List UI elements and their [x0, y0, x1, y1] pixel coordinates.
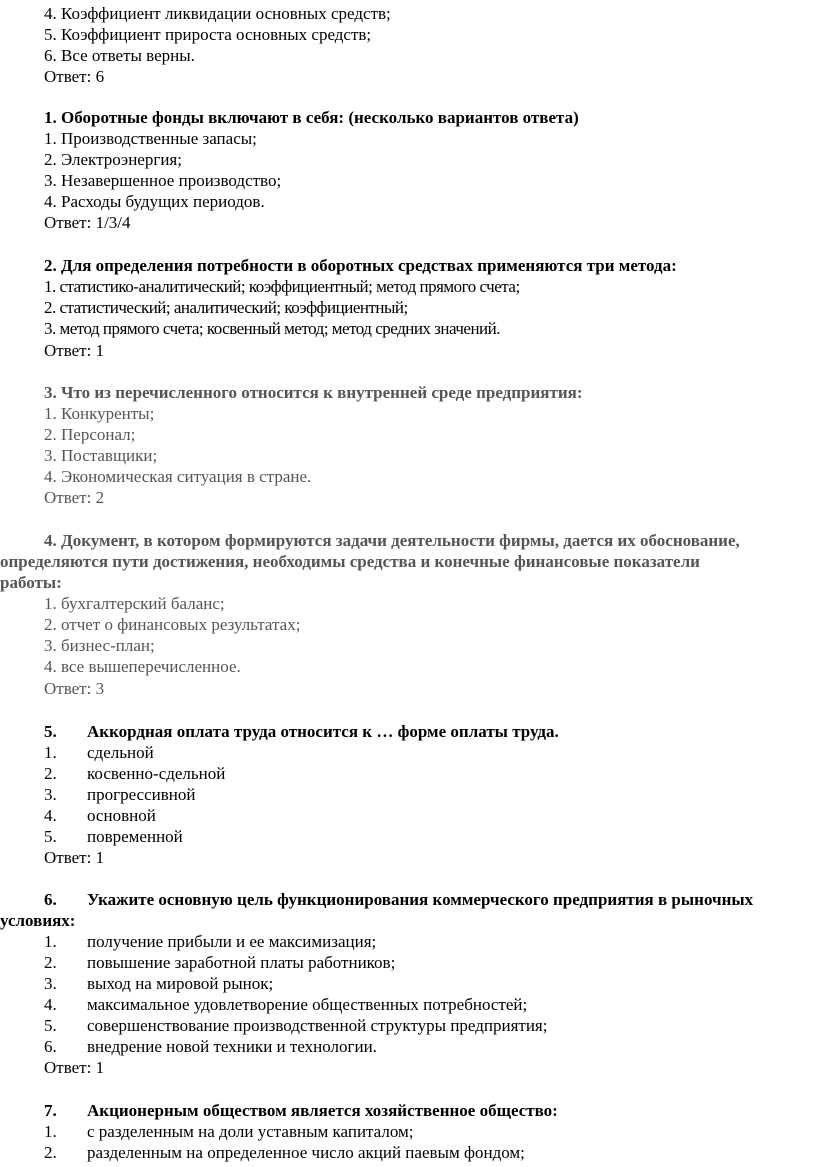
list-item: 2. статистический; аналитический; коэффициентный; — [44, 298, 408, 317]
item-number: 3. — [44, 974, 57, 993]
item-number: 5. — [44, 1016, 57, 1035]
question-title-continued: определяются пути достижения, необходимы средства и конечные финансовые показатели — [0, 552, 700, 571]
list-item: 5. Коэффициент прироста основных средств; — [44, 25, 372, 44]
list-item: 4. все вышеперечисленное. — [44, 657, 241, 676]
list-item: 4. Экономическая ситуация в стране. — [44, 467, 312, 486]
item-text: внедрение новой техники и технологии. — [87, 1037, 377, 1056]
answer: Ответ: 3 — [44, 679, 105, 698]
list-item: 3. Незавершенное производство; — [44, 171, 282, 190]
item-number: 4. — [44, 995, 57, 1014]
list-item: 4. Коэффициент ликвидации основных средств; — [44, 4, 391, 23]
list-item: 6. Все ответы верны. — [44, 46, 195, 65]
question-number: 6. — [44, 890, 57, 909]
list-item: 4. Расходы будущих периодов. — [44, 192, 265, 211]
question-title: 3. Что из перечисленного относится к внутренней среде предприятия: — [44, 383, 583, 402]
item-text: прогрессивной — [87, 785, 196, 804]
question-title: 1. Оборотные фонды включают в себя: (несколько вариантов ответа) — [44, 108, 579, 127]
item-text: получение прибыли и ее максимизация; — [87, 932, 377, 951]
item-text: повышение заработной платы работников; — [87, 953, 396, 972]
list-item: 1. Производственные запасы; — [44, 129, 257, 148]
list-item: 2. Персонал; — [44, 425, 136, 444]
item-text: основной — [87, 806, 156, 825]
item-text: максимальное удовлетворение общественных потребностей; — [87, 995, 528, 1014]
answer: Ответ: 6 — [44, 67, 105, 86]
item-number: 1. — [44, 1122, 57, 1141]
question-number: 7. — [44, 1101, 57, 1120]
answer: Ответ: 1 — [44, 848, 105, 867]
question-number: 5. — [44, 722, 57, 741]
question-title: Укажите основную цель функционирования коммерческого предприятия в рыночных — [87, 890, 754, 909]
question-title-continued: условиях: — [0, 911, 76, 930]
item-text: сдельной — [87, 743, 154, 762]
list-item: 3. бизнес-план; — [44, 636, 155, 655]
list-item: 2. отчет о финансовых результатах; — [44, 615, 301, 634]
question-title: 2. Для определения потребности в оборотных средствах применяются три метода: — [44, 256, 677, 275]
list-item: 2. Электроэнергия; — [44, 150, 182, 169]
item-number: 2. — [44, 764, 57, 783]
question-title-continued: работы: — [0, 573, 62, 592]
question-title: 4. Документ, в котором формируются задачи деятельности фирмы, дается их обоснование, — [44, 531, 740, 550]
item-number: 2. — [44, 1143, 57, 1162]
item-text: с разделенным на доли уставным капиталом; — [87, 1122, 414, 1141]
list-item: 3. метод прямого счета; косвенный метод; метод средних значений. — [44, 319, 500, 338]
list-item: 3. Поставщики; — [44, 446, 158, 465]
list-item: 1. Конкуренты; — [44, 404, 155, 423]
item-text: повременной — [87, 827, 183, 846]
item-number: 3. — [44, 785, 57, 804]
item-number: 2. — [44, 953, 57, 972]
question-title: Аккордная оплата труда относится к … форме оплаты труда. — [87, 722, 559, 741]
answer: Ответ: 2 — [44, 488, 105, 507]
item-text: косвенно-сдельной — [87, 764, 226, 783]
answer: Ответ: 1/3/4 — [44, 213, 131, 232]
item-text: совершенствование производственной структуры предприятия; — [87, 1016, 548, 1035]
item-number: 6. — [44, 1037, 57, 1056]
list-item: 1. бухгалтерский баланс; — [44, 594, 225, 613]
item-number: 1. — [44, 743, 57, 762]
item-number: 1. — [44, 932, 57, 951]
item-text: разделенным на определенное число акций паевым фондом; — [87, 1143, 525, 1162]
item-text: выход на мировой рынок; — [87, 974, 274, 993]
answer: Ответ: 1 — [44, 1058, 105, 1077]
list-item: 1. статистико-аналитический; коэффициентный; метод прямого счета; — [44, 277, 520, 296]
item-number: 5. — [44, 827, 57, 846]
answer: Ответ: 1 — [44, 341, 105, 360]
item-number: 4. — [44, 806, 57, 825]
question-title: Акционерным обществом является хозяйственное общество: — [87, 1101, 558, 1120]
